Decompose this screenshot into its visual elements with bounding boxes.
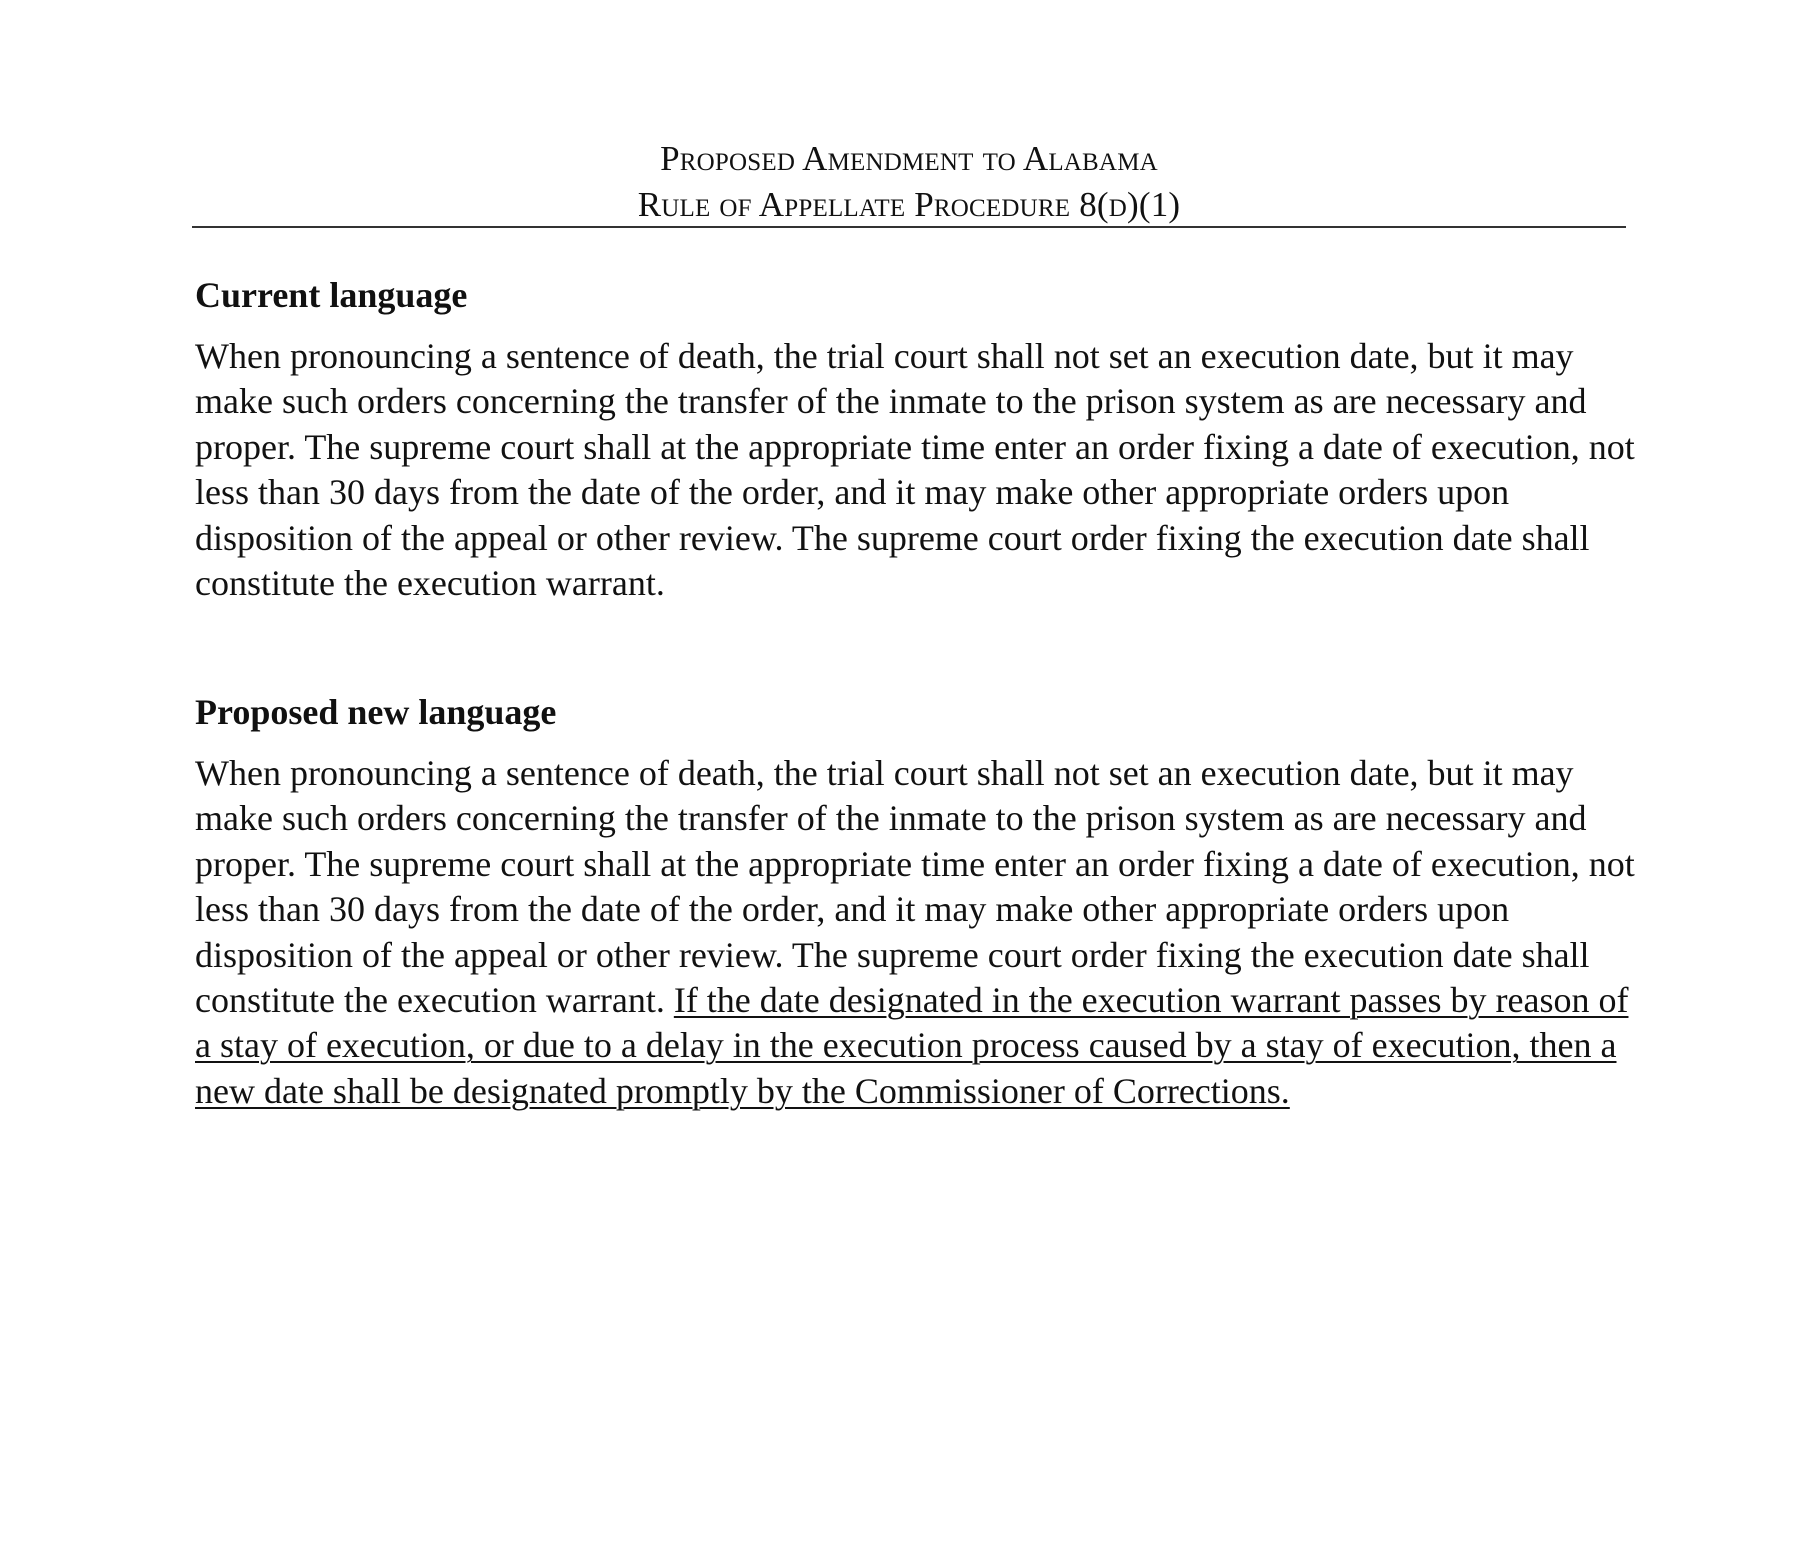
proposed-language-paragraph (195, 751, 1635, 1114)
header-title-line-2: Rule of Appellate Procedure 8(d)(1) (637, 185, 1181, 224)
proposed-language-text: When pronouncing a sentence of death, the trial court shall not set an execution date, but it may make such orders concerning the transfer of the inmate to the prison system as are necessary and proper. The supreme court shall at the appropriate time enter an order fixing a date of execution, not less than 30 days from the date of the order, and it may make other appropriate orders upon disposition of the appeal or other review. The supreme court order fixing the execution date shall constitute the execution warrant. (195, 753, 1635, 1021)
current-language-text: When pronouncing a sentence of death, the trial court shall not set an execution date, but it may make such orders concerning the transfer of the inmate to the prison system as are necessary and proper. The supreme court shall at the appropriate time enter an order fixing a date of execution, not less than 30 days from the date of the order, and it may make other appropriate orders upon disposition of the appeal or other review. The supreme court order fixing the execution date shall constitute the execution warrant. (195, 336, 1635, 604)
proposed-language-heading: Proposed new language (195, 692, 557, 732)
current-language-heading: Current language (195, 275, 468, 315)
proposed-added-text: If the date designated in the execution warrant passes by reason of a stay of execution, or due to a delay in the execution process caused by a stay of execution, then a new date shall be designated promptly by the Commissioner of Corrections. (195, 980, 1629, 1111)
document-header (192, 136, 1626, 228)
current-language-section (195, 272, 1635, 606)
proposed-language-section (195, 689, 1635, 1114)
header-divider (192, 226, 1626, 228)
header-title-line-1: Proposed Amendment to Alabama (660, 139, 1158, 178)
